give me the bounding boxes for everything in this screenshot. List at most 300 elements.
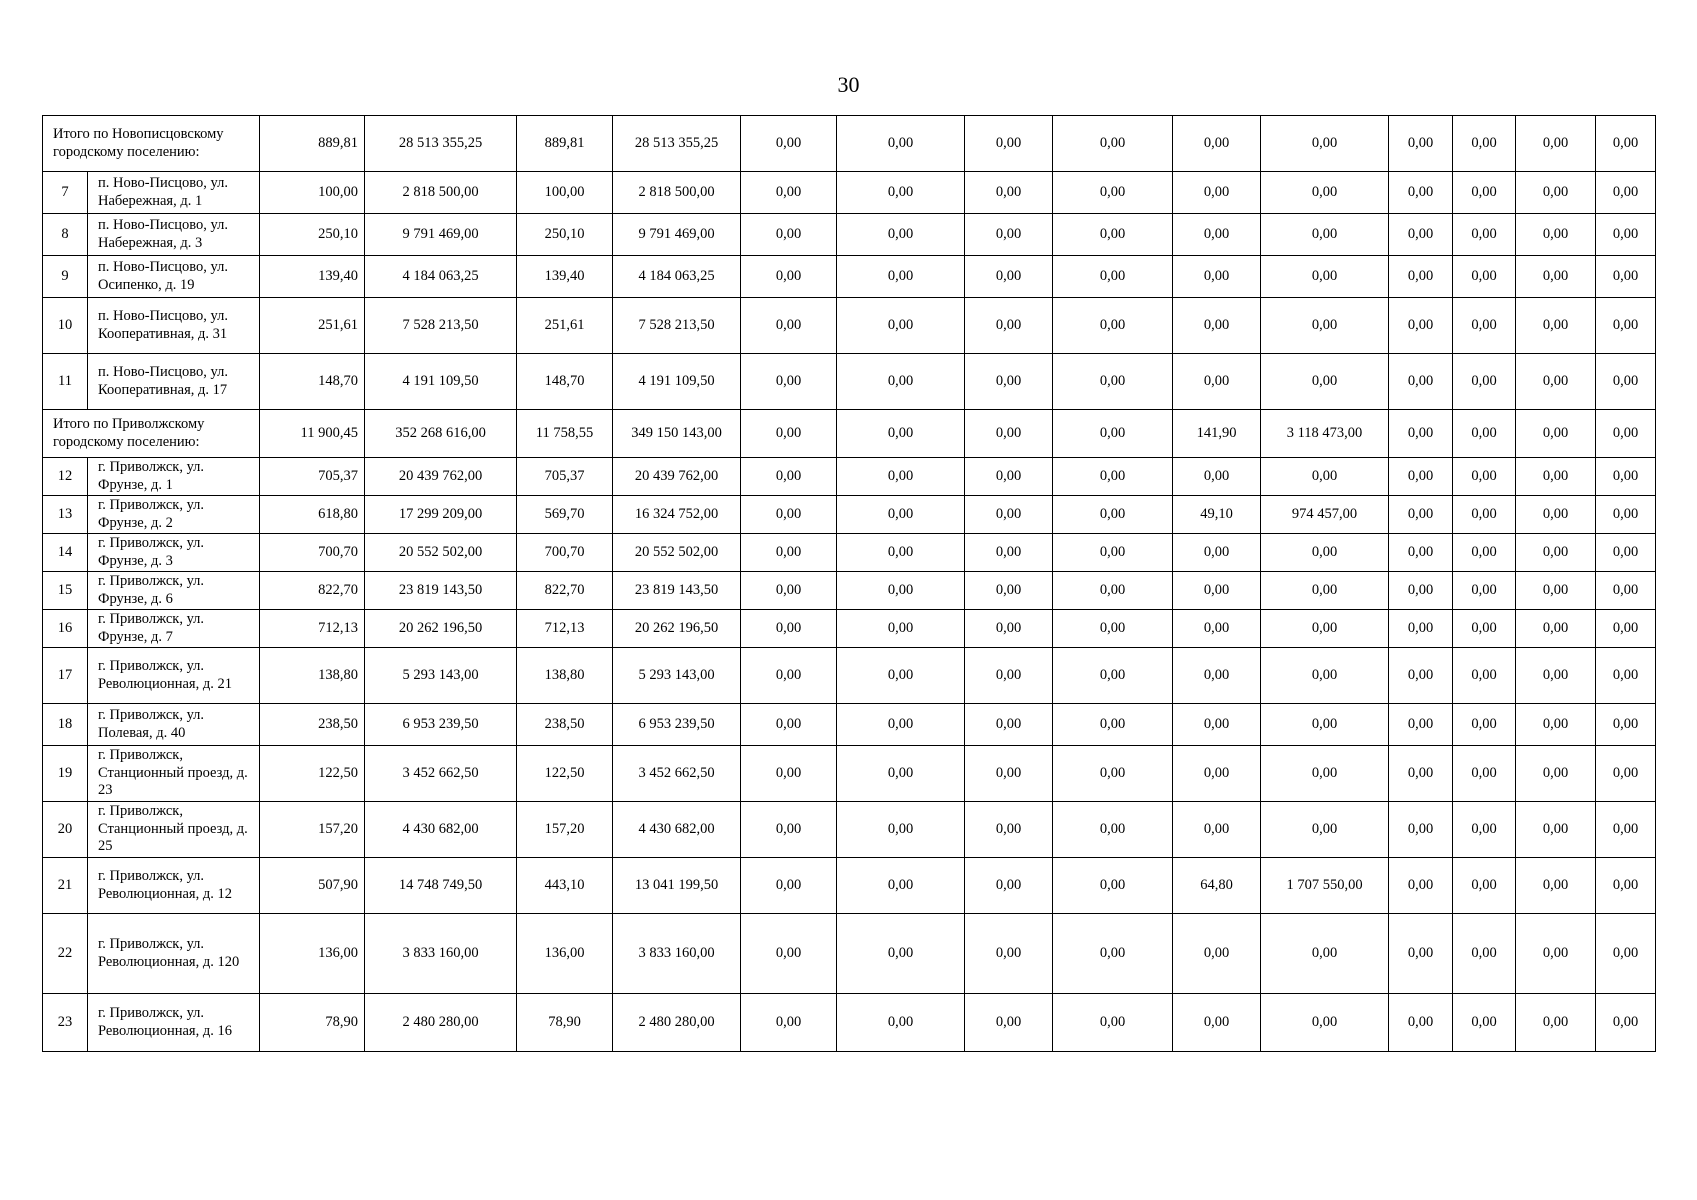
value-cell-6: 0,00 bbox=[837, 802, 965, 858]
address-cell: г. Приволжск, ул. Фрунзе, д. 1 bbox=[88, 458, 260, 496]
address-cell: г. Приволжск, Станционный проезд, д. 25 bbox=[88, 802, 260, 858]
value-cell-9: 64,80 bbox=[1173, 858, 1261, 914]
value-cell-4: 349 150 143,00 bbox=[613, 410, 741, 458]
value-cell-8: 0,00 bbox=[1053, 116, 1173, 172]
value-cell-12: 0,00 bbox=[1453, 496, 1516, 534]
value-cell-9: 0,00 bbox=[1173, 914, 1261, 994]
value-cell-11: 0,00 bbox=[1389, 172, 1453, 214]
row-number: 8 bbox=[43, 214, 88, 256]
value-cell-9: 0,00 bbox=[1173, 572, 1261, 610]
value-cell-8: 0,00 bbox=[1053, 858, 1173, 914]
value-cell-12: 0,00 bbox=[1453, 256, 1516, 298]
value-cell-1: 712,13 bbox=[260, 610, 365, 648]
value-cell-10: 0,00 bbox=[1261, 172, 1389, 214]
value-cell-1: 139,40 bbox=[260, 256, 365, 298]
value-cell-5: 0,00 bbox=[741, 458, 837, 496]
address-cell: г. Приволжск, ул. Полевая, д. 40 bbox=[88, 704, 260, 746]
value-cell-5: 0,00 bbox=[741, 172, 837, 214]
value-cell-13: 0,00 bbox=[1516, 648, 1596, 704]
value-cell-14: 0,00 bbox=[1596, 458, 1656, 496]
value-cell-10: 1 707 550,00 bbox=[1261, 858, 1389, 914]
row-number: 7 bbox=[43, 172, 88, 214]
address-cell: п. Ново-Писцово, ул. Кооперативная, д. 31 bbox=[88, 298, 260, 354]
value-cell-7: 0,00 bbox=[965, 534, 1053, 572]
value-cell-12: 0,00 bbox=[1453, 172, 1516, 214]
value-cell-2: 9 791 469,00 bbox=[365, 214, 517, 256]
address-cell: п. Ново-Писцово, ул. Осипенко, д. 19 bbox=[88, 256, 260, 298]
row-number: 12 bbox=[43, 458, 88, 496]
value-cell-13: 0,00 bbox=[1516, 496, 1596, 534]
value-cell-7: 0,00 bbox=[965, 298, 1053, 354]
value-cell-9: 0,00 bbox=[1173, 994, 1261, 1052]
value-cell-11: 0,00 bbox=[1389, 214, 1453, 256]
value-cell-13: 0,00 bbox=[1516, 354, 1596, 410]
row-number: 20 bbox=[43, 802, 88, 858]
value-cell-5: 0,00 bbox=[741, 572, 837, 610]
value-cell-14: 0,00 bbox=[1596, 172, 1656, 214]
value-cell-5: 0,00 bbox=[741, 914, 837, 994]
value-cell-14: 0,00 bbox=[1596, 410, 1656, 458]
row-number: 17 bbox=[43, 648, 88, 704]
value-cell-6: 0,00 bbox=[837, 410, 965, 458]
value-cell-12: 0,00 bbox=[1453, 214, 1516, 256]
value-cell-12: 0,00 bbox=[1453, 458, 1516, 496]
value-cell-2: 3 452 662,50 bbox=[365, 746, 517, 802]
value-cell-10: 0,00 bbox=[1261, 116, 1389, 172]
value-cell-1: 136,00 bbox=[260, 914, 365, 994]
value-cell-12: 0,00 bbox=[1453, 410, 1516, 458]
value-cell-11: 0,00 bbox=[1389, 802, 1453, 858]
row-number: 14 bbox=[43, 534, 88, 572]
value-cell-11: 0,00 bbox=[1389, 746, 1453, 802]
value-cell-8: 0,00 bbox=[1053, 746, 1173, 802]
value-cell-2: 20 262 196,50 bbox=[365, 610, 517, 648]
value-cell-12: 0,00 bbox=[1453, 116, 1516, 172]
value-cell-1: 700,70 bbox=[260, 534, 365, 572]
value-cell-6: 0,00 bbox=[837, 496, 965, 534]
table-row bbox=[43, 610, 1656, 648]
table-row bbox=[43, 914, 1656, 994]
value-cell-2: 4 191 109,50 bbox=[365, 354, 517, 410]
value-cell-13: 0,00 bbox=[1516, 572, 1596, 610]
value-cell-8: 0,00 bbox=[1053, 496, 1173, 534]
row-number: 10 bbox=[43, 298, 88, 354]
value-cell-6: 0,00 bbox=[837, 172, 965, 214]
value-cell-4: 4 184 063,25 bbox=[613, 256, 741, 298]
table-row bbox=[43, 496, 1656, 534]
value-cell-10: 0,00 bbox=[1261, 746, 1389, 802]
address-cell: п. Ново-Писцово, ул. Набережная, д. 3 bbox=[88, 214, 260, 256]
value-cell-13: 0,00 bbox=[1516, 298, 1596, 354]
value-cell-6: 0,00 bbox=[837, 354, 965, 410]
value-cell-5: 0,00 bbox=[741, 858, 837, 914]
table-row bbox=[43, 648, 1656, 704]
value-cell-14: 0,00 bbox=[1596, 298, 1656, 354]
value-cell-13: 0,00 bbox=[1516, 458, 1596, 496]
value-cell-13: 0,00 bbox=[1516, 994, 1596, 1052]
value-cell-13: 0,00 bbox=[1516, 914, 1596, 994]
value-cell-8: 0,00 bbox=[1053, 610, 1173, 648]
row-number: 15 bbox=[43, 572, 88, 610]
value-cell-11: 0,00 bbox=[1389, 994, 1453, 1052]
value-cell-4: 4 430 682,00 bbox=[613, 802, 741, 858]
table-row bbox=[43, 214, 1656, 256]
value-cell-6: 0,00 bbox=[837, 858, 965, 914]
value-cell-8: 0,00 bbox=[1053, 802, 1173, 858]
value-cell-9: 49,10 bbox=[1173, 496, 1261, 534]
value-cell-6: 0,00 bbox=[837, 298, 965, 354]
value-cell-10: 0,00 bbox=[1261, 704, 1389, 746]
row-number: 9 bbox=[43, 256, 88, 298]
value-cell-2: 20 439 762,00 bbox=[365, 458, 517, 496]
value-cell-14: 0,00 bbox=[1596, 858, 1656, 914]
value-cell-1: 138,80 bbox=[260, 648, 365, 704]
value-cell-6: 0,00 bbox=[837, 610, 965, 648]
row-number: 13 bbox=[43, 496, 88, 534]
row-number: 18 bbox=[43, 704, 88, 746]
value-cell-5: 0,00 bbox=[741, 410, 837, 458]
value-cell-10: 3 118 473,00 bbox=[1261, 410, 1389, 458]
value-cell-7: 0,00 bbox=[965, 458, 1053, 496]
value-cell-13: 0,00 bbox=[1516, 534, 1596, 572]
value-cell-14: 0,00 bbox=[1596, 116, 1656, 172]
value-cell-2: 6 953 239,50 bbox=[365, 704, 517, 746]
value-cell-5: 0,00 bbox=[741, 116, 837, 172]
value-cell-10: 0,00 bbox=[1261, 994, 1389, 1052]
table-row bbox=[43, 858, 1656, 914]
row-number: 11 bbox=[43, 354, 88, 410]
value-cell-6: 0,00 bbox=[837, 746, 965, 802]
row-number: 16 bbox=[43, 610, 88, 648]
value-cell-7: 0,00 bbox=[965, 858, 1053, 914]
value-cell-1: 148,70 bbox=[260, 354, 365, 410]
value-cell-11: 0,00 bbox=[1389, 410, 1453, 458]
value-cell-7: 0,00 bbox=[965, 354, 1053, 410]
value-cell-4: 20 439 762,00 bbox=[613, 458, 741, 496]
value-cell-12: 0,00 bbox=[1453, 994, 1516, 1052]
value-cell-4: 7 528 213,50 bbox=[613, 298, 741, 354]
value-cell-7: 0,00 bbox=[965, 214, 1053, 256]
value-cell-7: 0,00 bbox=[965, 256, 1053, 298]
value-cell-5: 0,00 bbox=[741, 802, 837, 858]
value-cell-3: 238,50 bbox=[517, 704, 613, 746]
value-cell-2: 14 748 749,50 bbox=[365, 858, 517, 914]
value-cell-4: 2 480 280,00 bbox=[613, 994, 741, 1052]
value-cell-1: 250,10 bbox=[260, 214, 365, 256]
value-cell-14: 0,00 bbox=[1596, 572, 1656, 610]
value-cell-3: 100,00 bbox=[517, 172, 613, 214]
value-cell-10: 0,00 bbox=[1261, 572, 1389, 610]
address-cell: п. Ново-Писцово, ул. Кооперативная, д. 17 bbox=[88, 354, 260, 410]
value-cell-3: 250,10 bbox=[517, 214, 613, 256]
value-cell-4: 20 552 502,00 bbox=[613, 534, 741, 572]
value-cell-2: 7 528 213,50 bbox=[365, 298, 517, 354]
value-cell-12: 0,00 bbox=[1453, 572, 1516, 610]
value-cell-12: 0,00 bbox=[1453, 802, 1516, 858]
value-cell-9: 0,00 bbox=[1173, 704, 1261, 746]
subtotal-row bbox=[43, 410, 1656, 458]
value-cell-11: 0,00 bbox=[1389, 858, 1453, 914]
value-cell-8: 0,00 bbox=[1053, 214, 1173, 256]
value-cell-4: 20 262 196,50 bbox=[613, 610, 741, 648]
value-cell-14: 0,00 bbox=[1596, 354, 1656, 410]
value-cell-7: 0,00 bbox=[965, 496, 1053, 534]
value-cell-14: 0,00 bbox=[1596, 214, 1656, 256]
value-cell-3: 78,90 bbox=[517, 994, 613, 1052]
value-cell-4: 28 513 355,25 bbox=[613, 116, 741, 172]
value-cell-7: 0,00 bbox=[965, 610, 1053, 648]
value-cell-2: 20 552 502,00 bbox=[365, 534, 517, 572]
value-cell-3: 139,40 bbox=[517, 256, 613, 298]
value-cell-5: 0,00 bbox=[741, 214, 837, 256]
value-cell-12: 0,00 bbox=[1453, 746, 1516, 802]
value-cell-7: 0,00 bbox=[965, 746, 1053, 802]
value-cell-10: 0,00 bbox=[1261, 802, 1389, 858]
value-cell-9: 0,00 bbox=[1173, 802, 1261, 858]
value-cell-5: 0,00 bbox=[741, 648, 837, 704]
value-cell-5: 0,00 bbox=[741, 994, 837, 1052]
value-cell-2: 352 268 616,00 bbox=[365, 410, 517, 458]
value-cell-11: 0,00 bbox=[1389, 610, 1453, 648]
value-cell-2: 2 818 500,00 bbox=[365, 172, 517, 214]
value-cell-10: 0,00 bbox=[1261, 534, 1389, 572]
value-cell-8: 0,00 bbox=[1053, 354, 1173, 410]
value-cell-11: 0,00 bbox=[1389, 572, 1453, 610]
value-cell-6: 0,00 bbox=[837, 116, 965, 172]
value-cell-9: 0,00 bbox=[1173, 610, 1261, 648]
subtotal-row bbox=[43, 116, 1656, 172]
value-cell-1: 822,70 bbox=[260, 572, 365, 610]
value-cell-7: 0,00 bbox=[965, 648, 1053, 704]
value-cell-5: 0,00 bbox=[741, 298, 837, 354]
value-cell-14: 0,00 bbox=[1596, 256, 1656, 298]
value-cell-10: 0,00 bbox=[1261, 610, 1389, 648]
value-cell-8: 0,00 bbox=[1053, 534, 1173, 572]
value-cell-6: 0,00 bbox=[837, 256, 965, 298]
value-cell-8: 0,00 bbox=[1053, 458, 1173, 496]
value-cell-13: 0,00 bbox=[1516, 704, 1596, 746]
value-cell-11: 0,00 bbox=[1389, 704, 1453, 746]
value-cell-1: 889,81 bbox=[260, 116, 365, 172]
value-cell-4: 16 324 752,00 bbox=[613, 496, 741, 534]
value-cell-14: 0,00 bbox=[1596, 994, 1656, 1052]
table-row bbox=[43, 746, 1656, 802]
value-cell-1: 100,00 bbox=[260, 172, 365, 214]
value-cell-12: 0,00 bbox=[1453, 704, 1516, 746]
value-cell-14: 0,00 bbox=[1596, 914, 1656, 994]
value-cell-11: 0,00 bbox=[1389, 298, 1453, 354]
address-cell: г. Приволжск, ул. Революционная, д. 120 bbox=[88, 914, 260, 994]
value-cell-12: 0,00 bbox=[1453, 648, 1516, 704]
value-cell-14: 0,00 bbox=[1596, 648, 1656, 704]
value-cell-4: 3 833 160,00 bbox=[613, 914, 741, 994]
table-row bbox=[43, 458, 1656, 496]
value-cell-7: 0,00 bbox=[965, 914, 1053, 994]
value-cell-10: 0,00 bbox=[1261, 458, 1389, 496]
value-cell-14: 0,00 bbox=[1596, 746, 1656, 802]
value-cell-3: 11 758,55 bbox=[517, 410, 613, 458]
table-row bbox=[43, 704, 1656, 746]
value-cell-3: 700,70 bbox=[517, 534, 613, 572]
value-cell-8: 0,00 bbox=[1053, 298, 1173, 354]
value-cell-8: 0,00 bbox=[1053, 172, 1173, 214]
table-row bbox=[43, 298, 1656, 354]
value-cell-4: 5 293 143,00 bbox=[613, 648, 741, 704]
value-cell-10: 0,00 bbox=[1261, 648, 1389, 704]
value-cell-9: 0,00 bbox=[1173, 116, 1261, 172]
value-cell-5: 0,00 bbox=[741, 354, 837, 410]
value-cell-13: 0,00 bbox=[1516, 410, 1596, 458]
page-number: 30 bbox=[837, 72, 860, 97]
address-cell: г. Приволжск, ул. Фрунзе, д. 3 bbox=[88, 534, 260, 572]
value-cell-3: 157,20 bbox=[517, 802, 613, 858]
value-cell-3: 705,37 bbox=[517, 458, 613, 496]
value-cell-6: 0,00 bbox=[837, 534, 965, 572]
value-cell-11: 0,00 bbox=[1389, 648, 1453, 704]
value-cell-7: 0,00 bbox=[965, 572, 1053, 610]
value-cell-7: 0,00 bbox=[965, 802, 1053, 858]
value-cell-8: 0,00 bbox=[1053, 572, 1173, 610]
value-cell-1: 78,90 bbox=[260, 994, 365, 1052]
value-cell-13: 0,00 bbox=[1516, 172, 1596, 214]
value-cell-11: 0,00 bbox=[1389, 256, 1453, 298]
value-cell-4: 13 041 199,50 bbox=[613, 858, 741, 914]
value-cell-3: 122,50 bbox=[517, 746, 613, 802]
value-cell-12: 0,00 bbox=[1453, 534, 1516, 572]
value-cell-13: 0,00 bbox=[1516, 116, 1596, 172]
address-cell: г. Приволжск, ул. Революционная, д. 21 bbox=[88, 648, 260, 704]
value-cell-6: 0,00 bbox=[837, 648, 965, 704]
value-cell-9: 0,00 bbox=[1173, 298, 1261, 354]
value-cell-2: 4 184 063,25 bbox=[365, 256, 517, 298]
value-cell-4: 3 452 662,50 bbox=[613, 746, 741, 802]
value-cell-6: 0,00 bbox=[837, 704, 965, 746]
value-cell-14: 0,00 bbox=[1596, 704, 1656, 746]
value-cell-12: 0,00 bbox=[1453, 858, 1516, 914]
value-cell-2: 17 299 209,00 bbox=[365, 496, 517, 534]
value-cell-5: 0,00 bbox=[741, 746, 837, 802]
table-body bbox=[43, 116, 1656, 1052]
address-cell: г. Приволжск, ул. Революционная, д. 12 bbox=[88, 858, 260, 914]
value-cell-9: 0,00 bbox=[1173, 458, 1261, 496]
value-cell-2: 23 819 143,50 bbox=[365, 572, 517, 610]
value-cell-1: 251,61 bbox=[260, 298, 365, 354]
value-cell-10: 0,00 bbox=[1261, 256, 1389, 298]
value-cell-3: 138,80 bbox=[517, 648, 613, 704]
value-cell-2: 2 480 280,00 bbox=[365, 994, 517, 1052]
value-cell-7: 0,00 bbox=[965, 116, 1053, 172]
value-cell-5: 0,00 bbox=[741, 496, 837, 534]
table-row bbox=[43, 256, 1656, 298]
value-cell-1: 705,37 bbox=[260, 458, 365, 496]
value-cell-8: 0,00 bbox=[1053, 648, 1173, 704]
value-cell-14: 0,00 bbox=[1596, 534, 1656, 572]
value-cell-11: 0,00 bbox=[1389, 458, 1453, 496]
table-row bbox=[43, 534, 1656, 572]
value-cell-13: 0,00 bbox=[1516, 802, 1596, 858]
value-cell-10: 0,00 bbox=[1261, 298, 1389, 354]
value-cell-14: 0,00 bbox=[1596, 496, 1656, 534]
value-cell-2: 28 513 355,25 bbox=[365, 116, 517, 172]
address-cell: г. Приволжск, ул. Фрунзе, д. 2 bbox=[88, 496, 260, 534]
address-cell: г. Приволжск, ул. Фрунзе, д. 7 bbox=[88, 610, 260, 648]
value-cell-12: 0,00 bbox=[1453, 610, 1516, 648]
table-row bbox=[43, 172, 1656, 214]
address-cell: п. Ново-Писцово, ул. Набережная, д. 1 bbox=[88, 172, 260, 214]
value-cell-11: 0,00 bbox=[1389, 914, 1453, 994]
value-cell-14: 0,00 bbox=[1596, 802, 1656, 858]
value-cell-2: 4 430 682,00 bbox=[365, 802, 517, 858]
value-cell-1: 238,50 bbox=[260, 704, 365, 746]
value-cell-9: 0,00 bbox=[1173, 534, 1261, 572]
value-cell-9: 0,00 bbox=[1173, 172, 1261, 214]
value-cell-8: 0,00 bbox=[1053, 256, 1173, 298]
value-cell-1: 157,20 bbox=[260, 802, 365, 858]
value-cell-6: 0,00 bbox=[837, 994, 965, 1052]
row-number: 21 bbox=[43, 858, 88, 914]
value-cell-3: 712,13 bbox=[517, 610, 613, 648]
value-cell-8: 0,00 bbox=[1053, 704, 1173, 746]
value-cell-8: 0,00 bbox=[1053, 914, 1173, 994]
value-cell-11: 0,00 bbox=[1389, 496, 1453, 534]
value-cell-14: 0,00 bbox=[1596, 610, 1656, 648]
value-cell-10: 0,00 bbox=[1261, 354, 1389, 410]
value-cell-6: 0,00 bbox=[837, 572, 965, 610]
value-cell-5: 0,00 bbox=[741, 256, 837, 298]
housing-program-table bbox=[42, 115, 1656, 1052]
value-cell-8: 0,00 bbox=[1053, 410, 1173, 458]
value-cell-6: 0,00 bbox=[837, 214, 965, 256]
table-row bbox=[43, 354, 1656, 410]
value-cell-4: 23 819 143,50 bbox=[613, 572, 741, 610]
value-cell-12: 0,00 bbox=[1453, 354, 1516, 410]
value-cell-13: 0,00 bbox=[1516, 214, 1596, 256]
value-cell-3: 569,70 bbox=[517, 496, 613, 534]
value-cell-6: 0,00 bbox=[837, 458, 965, 496]
value-cell-13: 0,00 bbox=[1516, 256, 1596, 298]
value-cell-7: 0,00 bbox=[965, 172, 1053, 214]
value-cell-9: 141,90 bbox=[1173, 410, 1261, 458]
value-cell-10: 974 457,00 bbox=[1261, 496, 1389, 534]
address-cell: г. Приволжск, ул. Фрунзе, д. 6 bbox=[88, 572, 260, 610]
value-cell-1: 507,90 bbox=[260, 858, 365, 914]
value-cell-3: 822,70 bbox=[517, 572, 613, 610]
value-cell-9: 0,00 bbox=[1173, 256, 1261, 298]
value-cell-7: 0,00 bbox=[965, 410, 1053, 458]
value-cell-5: 0,00 bbox=[741, 704, 837, 746]
value-cell-2: 3 833 160,00 bbox=[365, 914, 517, 994]
value-cell-11: 0,00 bbox=[1389, 116, 1453, 172]
value-cell-13: 0,00 bbox=[1516, 858, 1596, 914]
value-cell-1: 122,50 bbox=[260, 746, 365, 802]
value-cell-10: 0,00 bbox=[1261, 214, 1389, 256]
value-cell-10: 0,00 bbox=[1261, 914, 1389, 994]
value-cell-9: 0,00 bbox=[1173, 648, 1261, 704]
value-cell-1: 11 900,45 bbox=[260, 410, 365, 458]
table-row bbox=[43, 572, 1656, 610]
row-number: 22 bbox=[43, 914, 88, 994]
address-cell: г. Приволжск, ул. Революционная, д. 16 bbox=[88, 994, 260, 1052]
value-cell-12: 0,00 bbox=[1453, 914, 1516, 994]
address-cell: г. Приволжск, Станционный проезд, д. 23 bbox=[88, 746, 260, 802]
value-cell-3: 148,70 bbox=[517, 354, 613, 410]
subtotal-label: Итого по Новописцовскому городскому поселению: bbox=[43, 116, 260, 172]
value-cell-4: 2 818 500,00 bbox=[613, 172, 741, 214]
value-cell-7: 0,00 bbox=[965, 704, 1053, 746]
value-cell-9: 0,00 bbox=[1173, 354, 1261, 410]
value-cell-4: 4 191 109,50 bbox=[613, 354, 741, 410]
value-cell-1: 618,80 bbox=[260, 496, 365, 534]
